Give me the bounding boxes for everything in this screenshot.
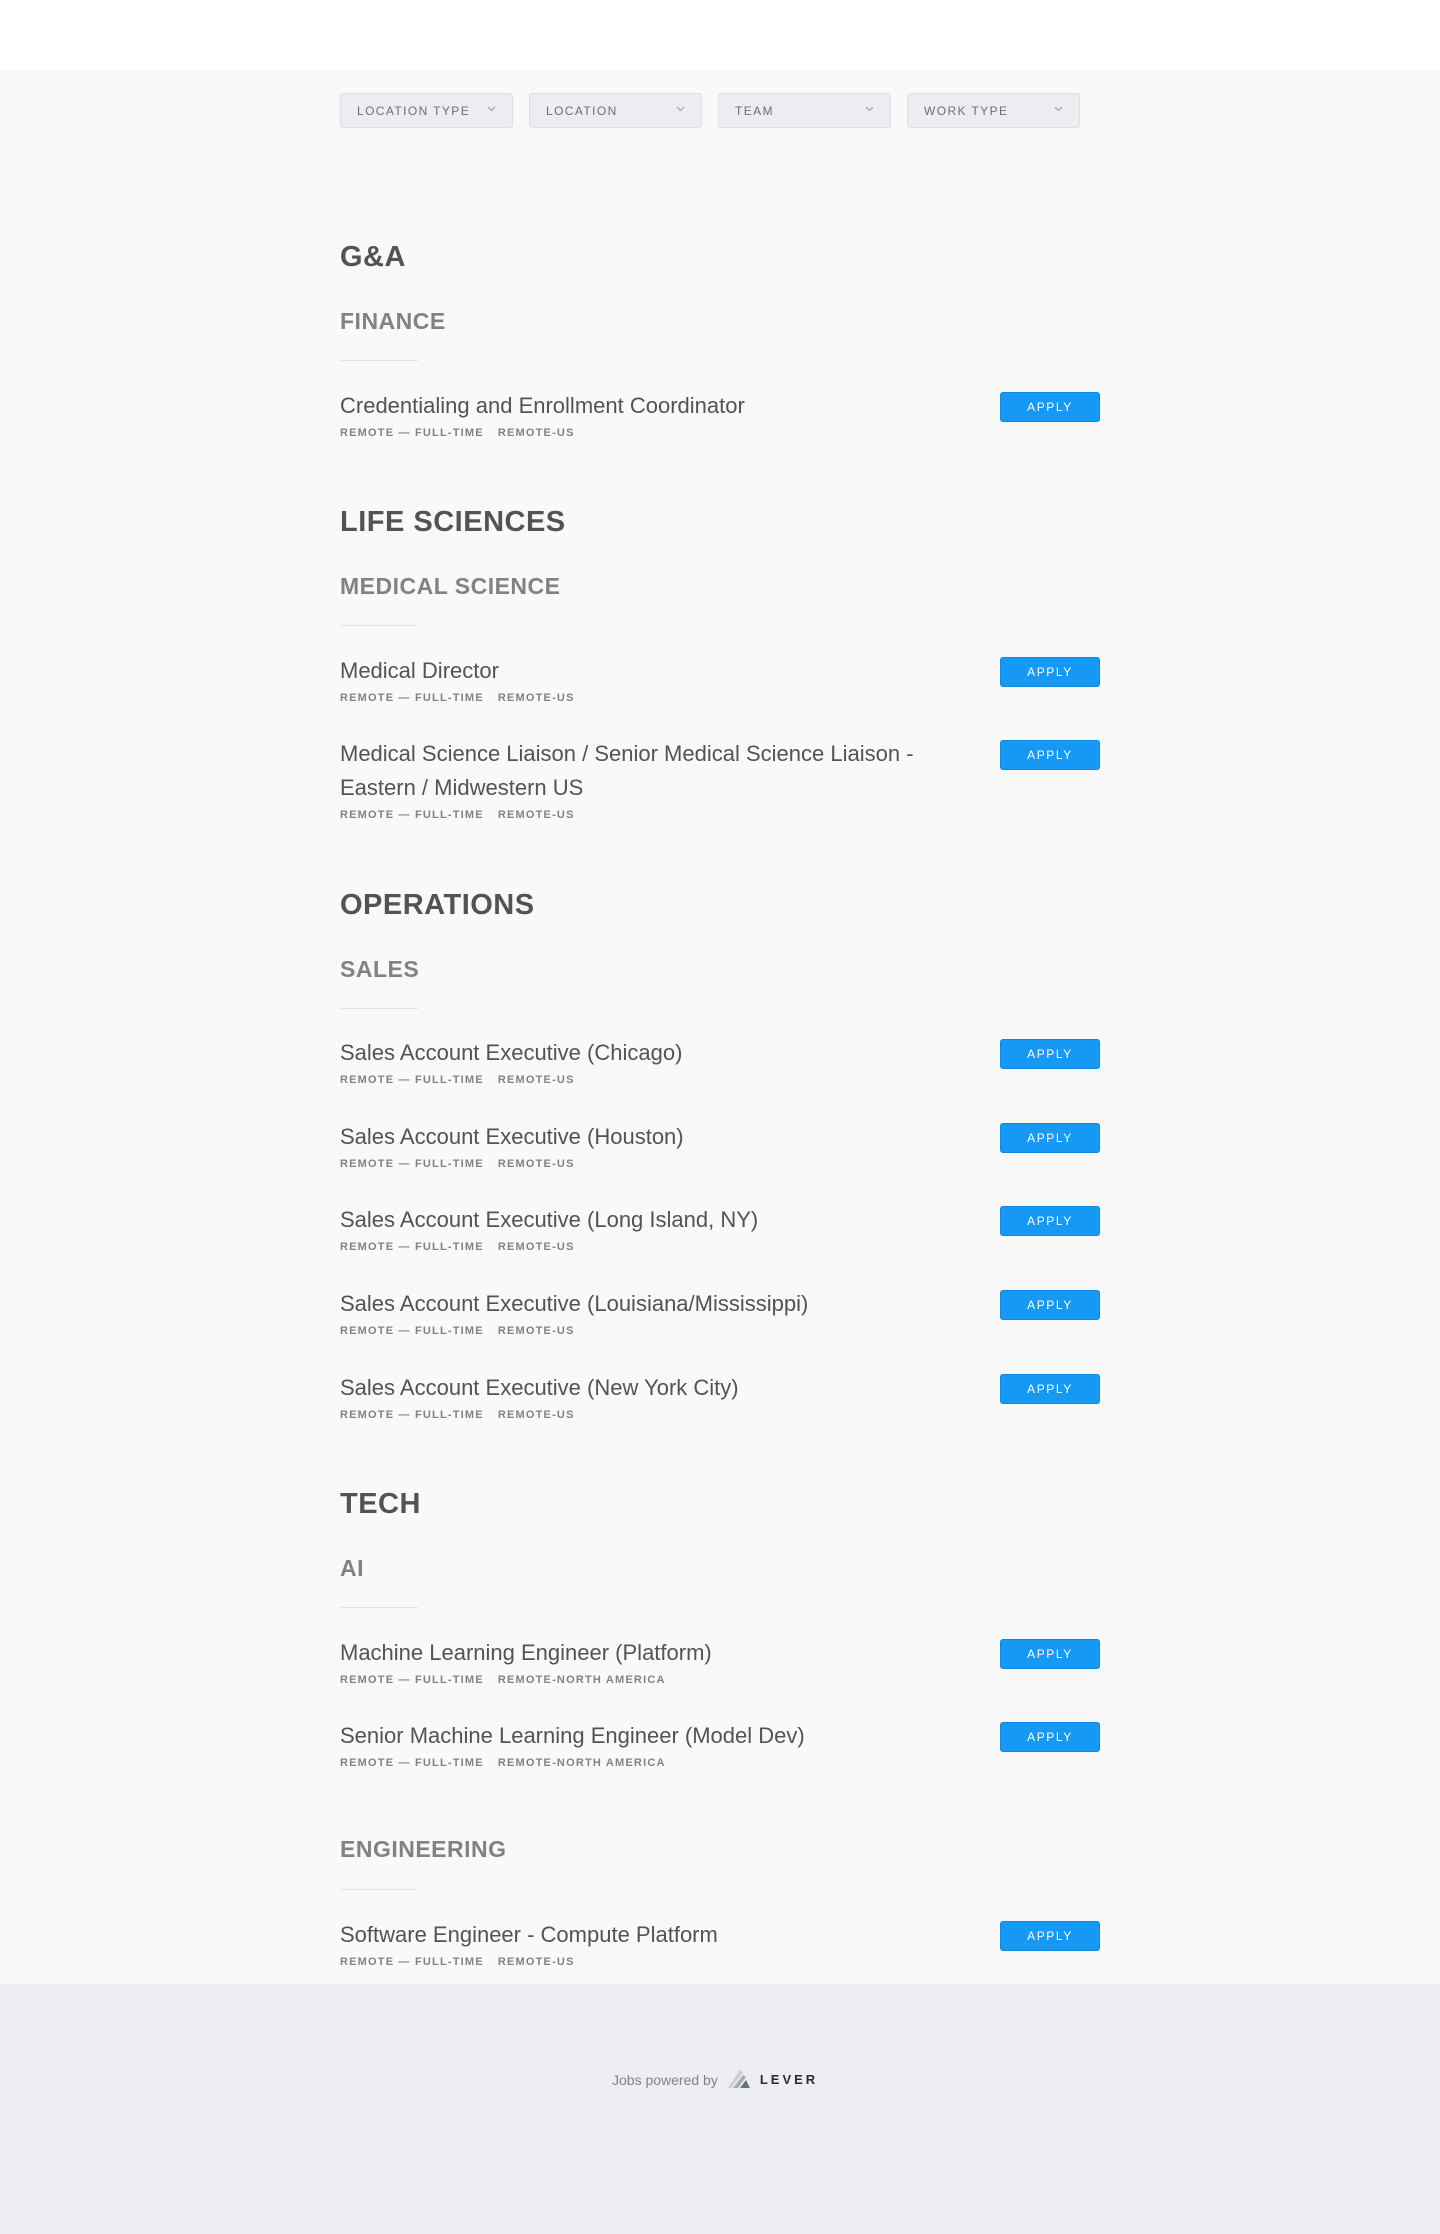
filter-team[interactable] bbox=[718, 93, 891, 128]
posting-location: REMOTE-US bbox=[497, 1409, 575, 1421]
posting-title-link[interactable]: Medical Science Liaison / Senior Medical Science Liaison - Eastern / Midwestern US bbox=[340, 741, 914, 800]
chevron-down-icon bbox=[865, 104, 874, 113]
filter-location[interactable] bbox=[529, 93, 702, 128]
apply-button[interactable]: APPLY bbox=[1000, 1039, 1100, 1069]
apply-button[interactable]: APPLY bbox=[1000, 1639, 1100, 1669]
posting-title-link[interactable]: Medical Director bbox=[340, 658, 499, 683]
posting bbox=[340, 654, 1100, 704]
posting-categories bbox=[340, 809, 1100, 821]
posting-commitment: REMOTE — FULL-TIME bbox=[340, 1674, 484, 1686]
team-divider bbox=[340, 360, 418, 361]
posting-title-link[interactable]: Senior Machine Learning Engineer (Model Dev) bbox=[340, 1723, 805, 1748]
powered-by-text: Jobs powered by bbox=[612, 2071, 718, 2088]
team-divider bbox=[340, 1889, 418, 1890]
posting bbox=[340, 737, 1100, 821]
posting-commitment: REMOTE — FULL-TIME bbox=[340, 1325, 484, 1337]
apply-button[interactable]: APPLY bbox=[1000, 657, 1100, 687]
team-title: FINANCE bbox=[340, 308, 446, 334]
team-divider bbox=[340, 1008, 418, 1009]
posting-categories bbox=[340, 1409, 1100, 1421]
posting-commitment: REMOTE — FULL-TIME bbox=[340, 427, 484, 439]
posting bbox=[340, 389, 1100, 439]
lever-wordmark: LEVER bbox=[759, 2072, 819, 2087]
apply-button[interactable]: APPLY bbox=[1000, 740, 1100, 770]
group-title: OPERATIONS bbox=[340, 889, 535, 921]
posting-categories bbox=[340, 1674, 1100, 1686]
top-bar bbox=[0, 0, 1440, 70]
team-title: AI bbox=[340, 1555, 364, 1581]
apply-button[interactable]: APPLY bbox=[1000, 1206, 1100, 1236]
posting bbox=[340, 1719, 1100, 1769]
posting-categories bbox=[340, 1757, 1100, 1769]
footer bbox=[0, 1984, 1440, 2234]
team-divider bbox=[340, 625, 418, 626]
posting bbox=[340, 1636, 1100, 1686]
posting-title-link[interactable]: Software Engineer - Compute Platform bbox=[340, 1922, 718, 1947]
posting-commitment: REMOTE — FULL-TIME bbox=[340, 1158, 484, 1170]
posting-title-link[interactable]: Credentialing and Enrollment Coordinator bbox=[340, 393, 745, 418]
posting-title-link[interactable]: Sales Account Executive (Chicago) bbox=[340, 1040, 683, 1065]
apply-button[interactable]: APPLY bbox=[1000, 1374, 1100, 1404]
posting bbox=[340, 1120, 1100, 1170]
posting-location: REMOTE-NORTH AMERICA bbox=[497, 1757, 666, 1769]
apply-button[interactable]: APPLY bbox=[1000, 1123, 1100, 1153]
posting-commitment: REMOTE — FULL-TIME bbox=[340, 809, 484, 821]
posting-categories bbox=[340, 1956, 1100, 1968]
lever-logo-icon bbox=[726, 2066, 752, 2093]
posting-title-link[interactable]: Sales Account Executive (Houston) bbox=[340, 1124, 684, 1149]
posting-categories bbox=[340, 1325, 1100, 1337]
posting-location: REMOTE-US bbox=[497, 1956, 575, 1968]
posting-location: REMOTE-US bbox=[497, 427, 575, 439]
apply-button[interactable]: APPLY bbox=[1000, 1921, 1100, 1951]
chevron-down-icon bbox=[487, 104, 496, 113]
posting bbox=[340, 1203, 1100, 1253]
powered-by bbox=[612, 2066, 818, 2093]
team-divider bbox=[340, 1607, 418, 1608]
filter-location-type[interactable] bbox=[340, 93, 513, 128]
filter-work-type[interactable] bbox=[907, 93, 1080, 128]
posting-categories bbox=[340, 1158, 1100, 1170]
posting-commitment: REMOTE — FULL-TIME bbox=[340, 692, 484, 704]
posting-commitment: REMOTE — FULL-TIME bbox=[340, 1409, 484, 1421]
posting-location: REMOTE-US bbox=[497, 1158, 575, 1170]
chevron-down-icon bbox=[1054, 104, 1063, 113]
posting bbox=[340, 1287, 1100, 1337]
apply-button[interactable]: APPLY bbox=[1000, 1722, 1100, 1752]
posting-categories bbox=[340, 692, 1100, 704]
filter-label: LOCATION TYPE bbox=[357, 103, 471, 118]
filter-label: WORK TYPE bbox=[924, 103, 1009, 118]
posting-title-link[interactable]: Sales Account Executive (Long Island, NY) bbox=[340, 1207, 759, 1232]
posting-location: REMOTE-US bbox=[497, 809, 575, 821]
posting-location: REMOTE-US bbox=[497, 1241, 575, 1253]
posting-location: REMOTE-US bbox=[497, 1325, 575, 1337]
posting-location: REMOTE-US bbox=[497, 1074, 575, 1086]
postings-content bbox=[340, 70, 1100, 1968]
posting-commitment: REMOTE — FULL-TIME bbox=[340, 1956, 484, 1968]
posting-location: REMOTE-US bbox=[497, 692, 575, 704]
posting-categories bbox=[340, 427, 1100, 439]
apply-button[interactable]: APPLY bbox=[1000, 392, 1100, 422]
team-title: SALES bbox=[340, 956, 420, 982]
posting-commitment: REMOTE — FULL-TIME bbox=[340, 1241, 484, 1253]
apply-button[interactable]: APPLY bbox=[1000, 1290, 1100, 1320]
group-title: TECH bbox=[340, 1488, 421, 1520]
team-title: ENGINEERING bbox=[340, 1836, 507, 1862]
chevron-down-icon bbox=[676, 104, 685, 113]
posting bbox=[340, 1918, 1100, 1968]
posting bbox=[340, 1036, 1100, 1086]
posting-categories bbox=[340, 1074, 1100, 1086]
posting-commitment: REMOTE — FULL-TIME bbox=[340, 1757, 484, 1769]
posting-title-link[interactable]: Sales Account Executive (Louisiana/Mississippi) bbox=[340, 1291, 809, 1316]
posting-commitment: REMOTE — FULL-TIME bbox=[340, 1074, 484, 1086]
posting-title-link[interactable]: Machine Learning Engineer (Platform) bbox=[340, 1640, 712, 1665]
group-title: G&A bbox=[340, 241, 406, 273]
filter-label: TEAM bbox=[735, 103, 774, 118]
team-title: MEDICAL SCIENCE bbox=[340, 573, 561, 599]
posting-location: REMOTE-NORTH AMERICA bbox=[497, 1674, 666, 1686]
filter-bar bbox=[340, 70, 1100, 128]
group-title: LIFE SCIENCES bbox=[340, 506, 566, 538]
posting-title-link[interactable]: Sales Account Executive (New York City) bbox=[340, 1375, 739, 1400]
filter-label: LOCATION bbox=[546, 103, 618, 118]
posting-categories bbox=[340, 1241, 1100, 1253]
lever-logo-link[interactable] bbox=[726, 2066, 818, 2093]
posting bbox=[340, 1371, 1100, 1421]
